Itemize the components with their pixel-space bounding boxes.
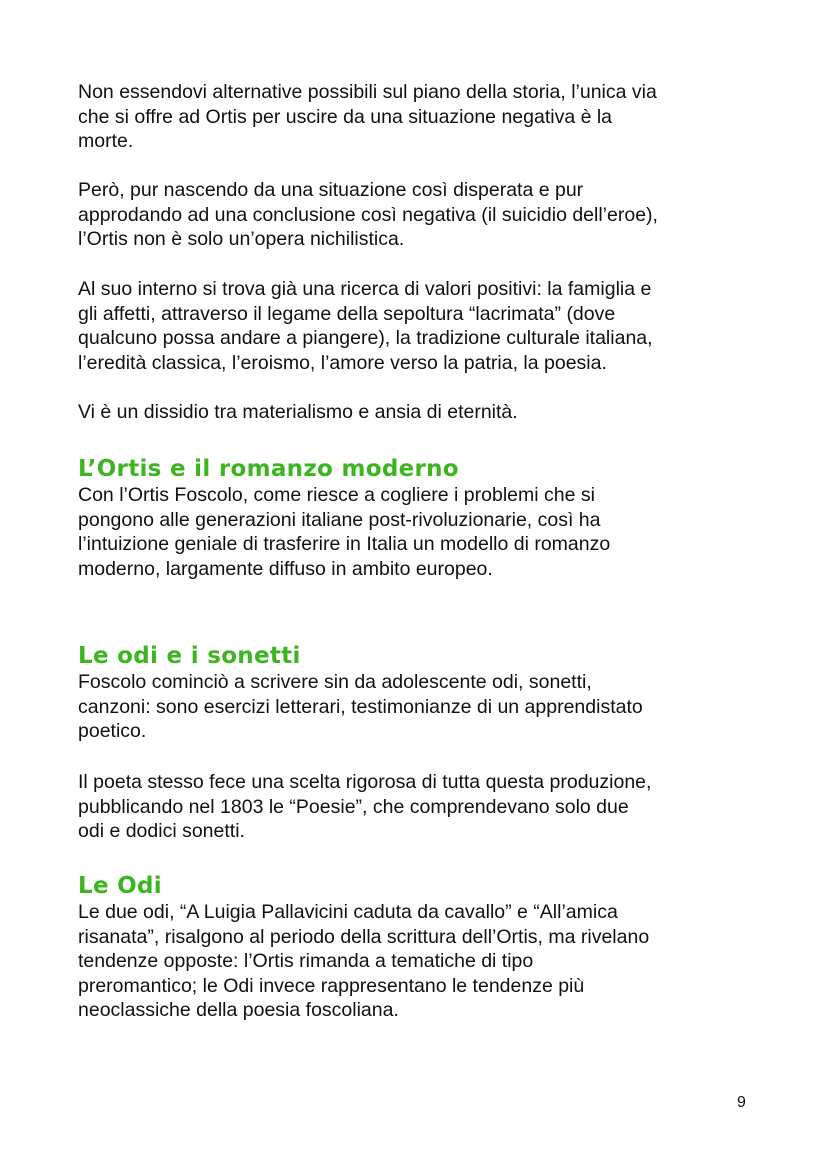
text-line: Le due odi, “A Luigia Pallavicini caduta da cavallo” e “All’amica (78, 901, 618, 923)
text-line: moderno, largamente diffuso in ambito europeo. (78, 557, 493, 580)
paragraph (78, 455, 778, 581)
text-line: tendenze opposte: l’Ortis rimanda a tematiche di tipo (78, 950, 534, 973)
text-line: qualcuno possa andare a piangere), la tradizione culturale italiana, (78, 327, 653, 350)
paragraph (78, 872, 778, 1023)
text-line: gli affetti, attraverso il legame della sepoltura “lacrimata” (dove (78, 302, 616, 325)
paragraph (78, 80, 778, 154)
text-line: approdando ad una conclusione così negativa (il suicidio dell’eroe), (78, 203, 658, 226)
paragraph (78, 400, 778, 425)
text-line: Non essendovi alternative possibili sul piano della storia, l’unica via (78, 81, 657, 103)
text-line: preromantico; le Odi invece rappresentano le tendenze più (78, 974, 585, 997)
text-line: Al suo interno si trova già una ricerca di valori positivi: la famiglia e (78, 278, 652, 300)
text-line: risanata”, risalgono al periodo della scrittura dell’Ortis, ma rivelano (78, 925, 650, 948)
page-number: 9 (737, 1094, 746, 1111)
text-line: odi e dodici sonetti. (78, 820, 245, 843)
text-line: l’eredità classica, l’eroismo, l’amore verso la patria, la poesia. (78, 351, 607, 374)
section-heading: L’Ortis e il romanzo moderno (78, 456, 459, 482)
text-line: canzoni: sono esercizi letterari, testimonianze di un apprendistato (78, 695, 643, 718)
text-line: poetico. (78, 720, 147, 743)
section-heading: Le odi e i sonetti (78, 643, 301, 669)
paragraph (78, 770, 778, 844)
text-line: l’intuizione geniale di trasferire in Italia un modello di romanzo (78, 533, 611, 556)
text-line: Foscolo cominciò a scrivere sin da adolescente odi, sonetti, (78, 671, 592, 693)
text-line: Vi è un dissidio tra materialismo e ansia di eternità. (78, 401, 518, 423)
text-line: neoclassiche della poesia foscoliana. (78, 999, 399, 1022)
text-line: Il poeta stesso fece una scelta rigorosa di tutta questa produzione, (78, 771, 652, 793)
text-line: Però, pur nascendo da una situazione così disperata e pur (78, 179, 584, 201)
section-heading: Le Odi (78, 873, 162, 899)
paragraph (78, 178, 778, 252)
text-line: che si offre ad Ortis per uscire da una situazione negativa è la (78, 105, 613, 128)
text-line: pongono alle generazioni italiane post-rivoluzionarie, così ha (78, 508, 601, 531)
text-line: l’Ortis non è solo un’opera nichilistica. (78, 228, 405, 251)
text-line: pubblicando nel 1803 le “Poesie”, che comprendevano solo due (78, 795, 629, 818)
paragraph (78, 642, 778, 744)
text-line: Con l’Ortis Foscolo, come riesce a cogliere i problemi che si (78, 484, 595, 506)
paragraph (78, 277, 778, 375)
text-line: morte. (78, 130, 134, 153)
